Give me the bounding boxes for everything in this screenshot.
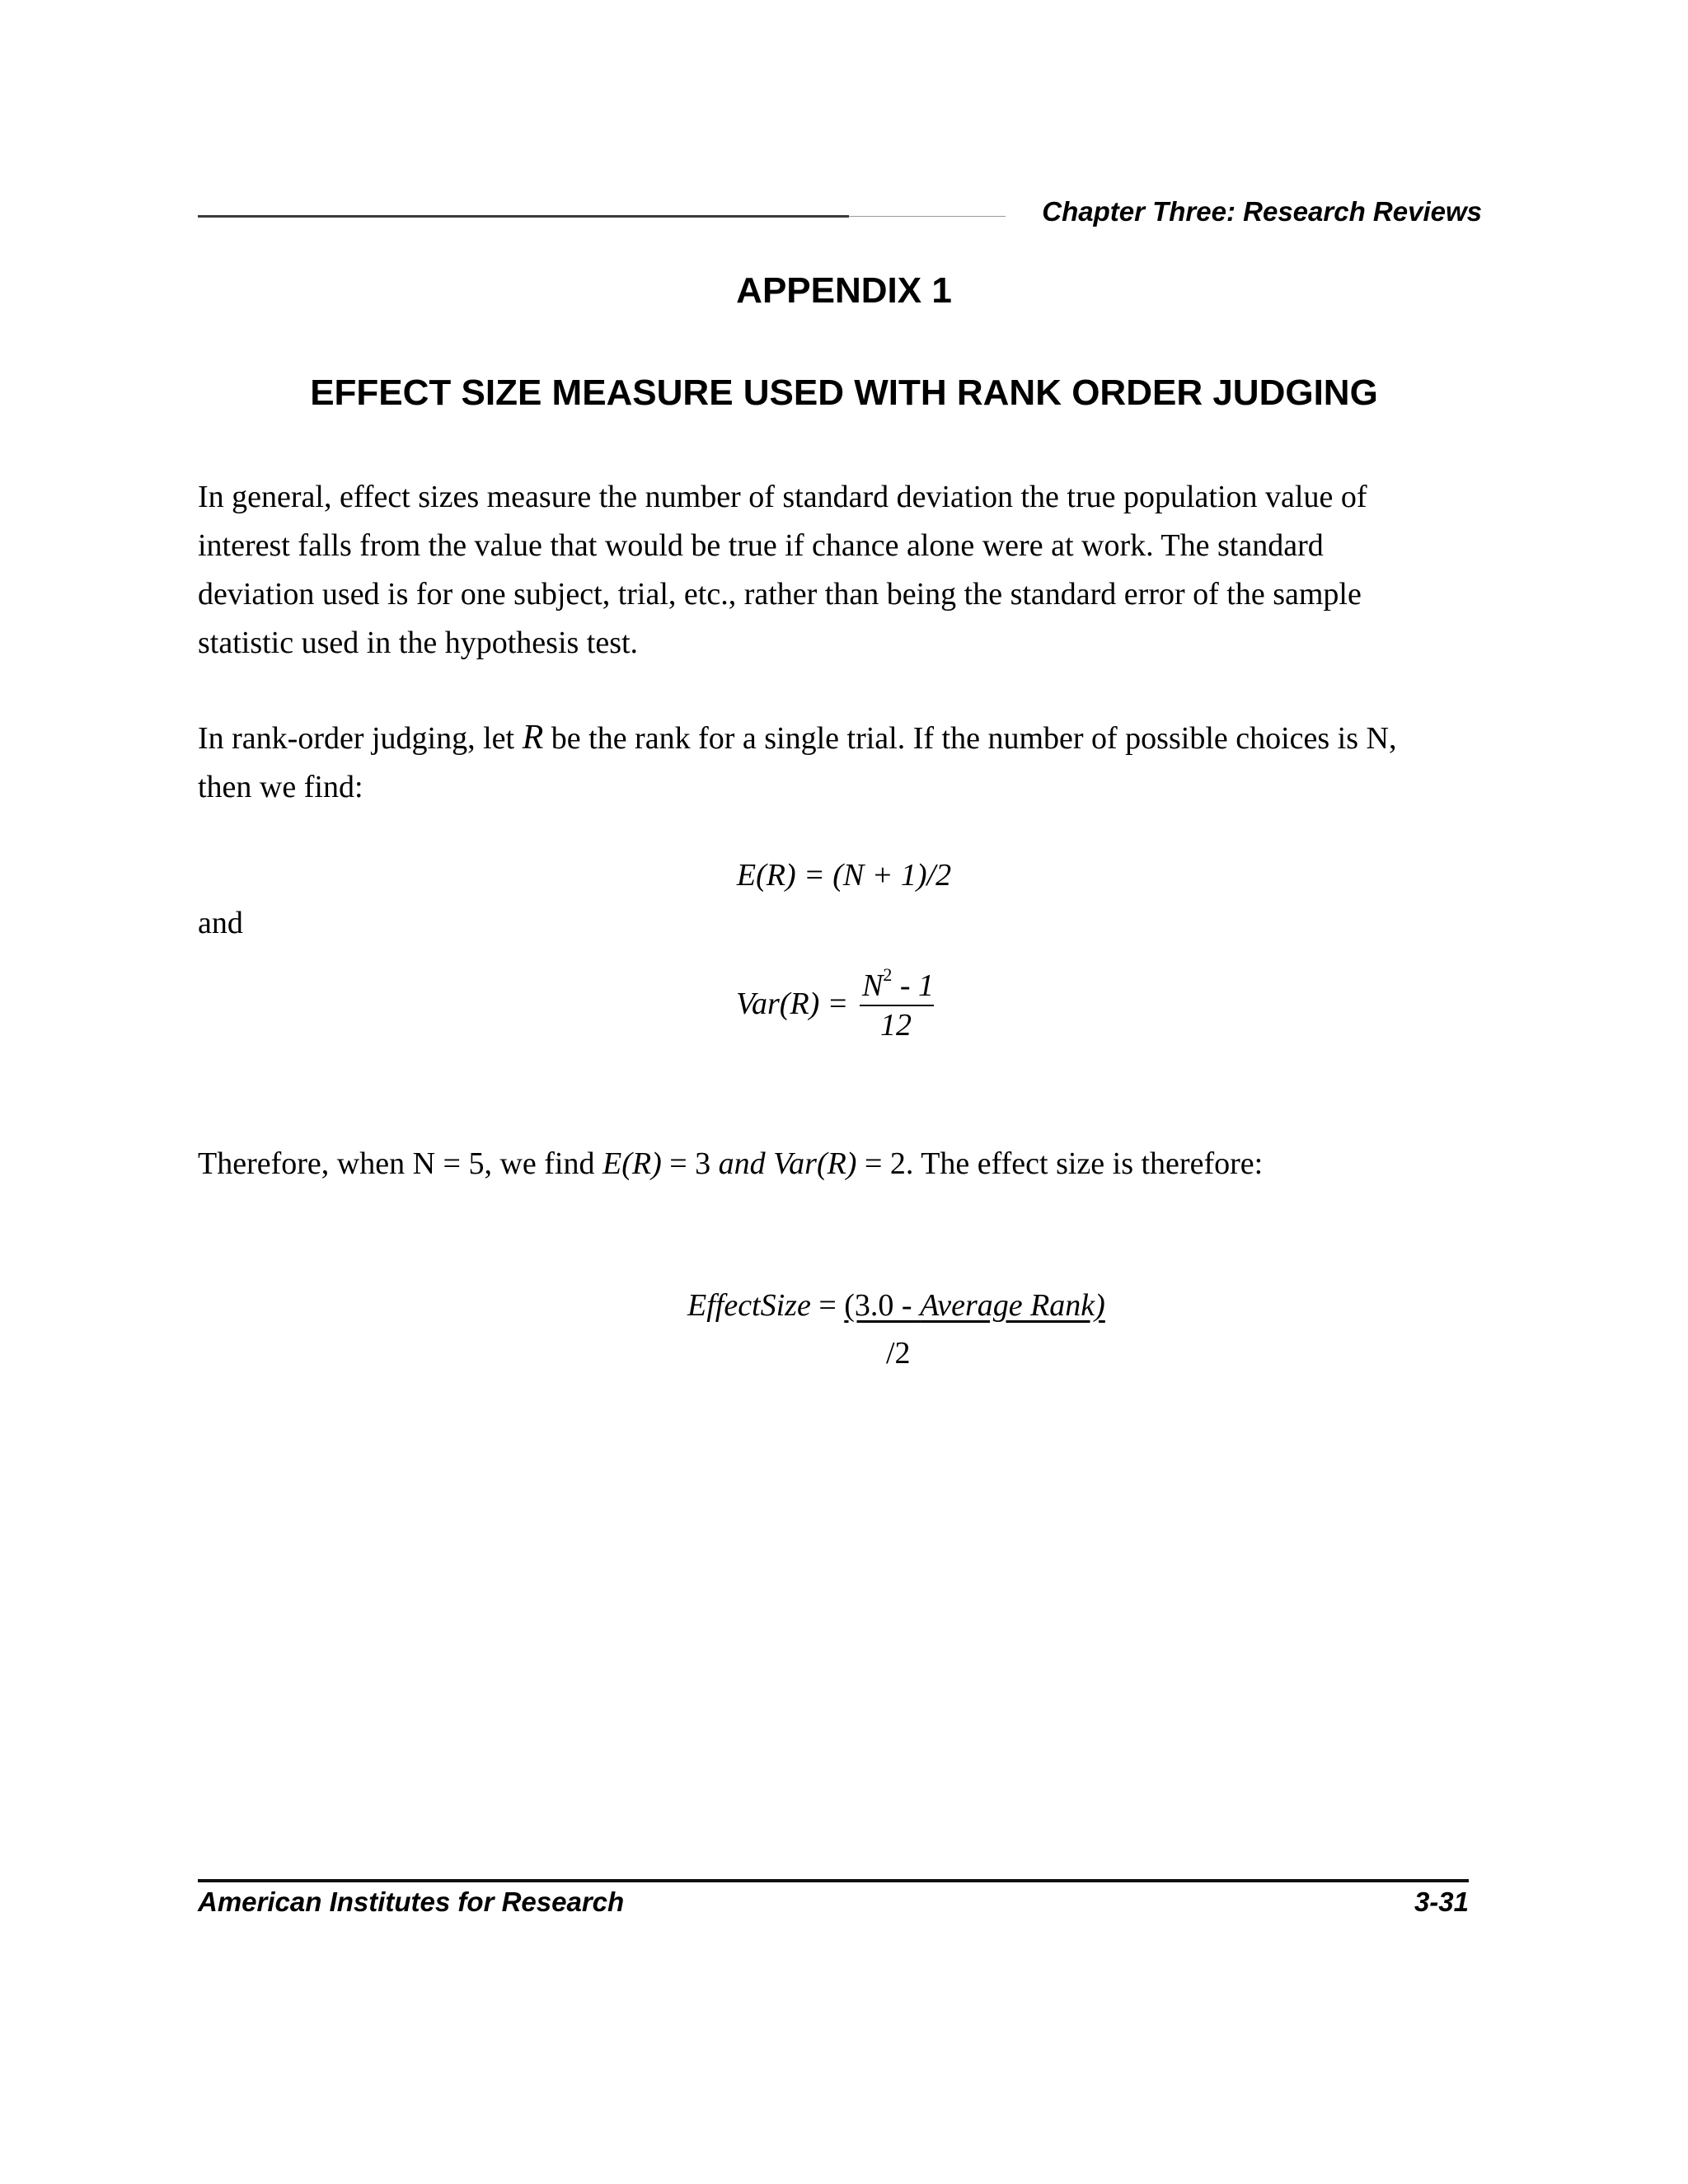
effect-size-numerator: [844, 1288, 1105, 1323]
expectation-term: E(R): [602, 1146, 662, 1181]
numerator-rest: - 1: [892, 968, 935, 1003]
appendix-title: APPENDIX 1: [736, 270, 952, 311]
paragraph-line: deviation used is for one subject, trial, etc., rather than being the standard error of the sample: [198, 577, 1362, 612]
fraction-bar: [860, 1005, 934, 1006]
header-rule: [198, 215, 849, 218]
page-number: 3-31: [1414, 1886, 1469, 1917]
text-run: = 3: [661, 1146, 719, 1181]
numerator-term: Average Rank): [920, 1288, 1105, 1323]
text-run: In rank-order judging, let: [198, 721, 523, 756]
paragraph-line: interest falls from the value that would be true if chance alone were at work. The standard: [198, 528, 1324, 563]
paragraph-therefore: [198, 1146, 1263, 1182]
section-title: EFFECT SIZE MEASURE USED WITH RANK ORDER JUDGING: [310, 373, 1378, 413]
numerator-open: (3.0 -: [844, 1288, 921, 1323]
text-run: be the rank for a single trial. If the number of possible choices is N,: [543, 721, 1397, 756]
variable-r: R: [522, 719, 544, 757]
equals-sign: =: [829, 987, 847, 1021]
paragraph-rank-order: [198, 714, 1500, 812]
paragraph-line: then we find:: [198, 770, 363, 804]
equals-sign: =: [810, 1288, 845, 1323]
paragraph-intro: [198, 473, 1484, 668]
variance-term: and Var(R): [718, 1146, 857, 1181]
fraction-numerator: [862, 964, 934, 1004]
equation-expectation: E(R) = (N + 1)/2: [736, 858, 952, 893]
footer-organization: American Institutes for Research: [198, 1886, 625, 1917]
connector-and: and: [198, 906, 243, 940]
numerator-base: N: [862, 968, 884, 1003]
paragraph-line: statistic used in the hypothesis test.: [198, 626, 639, 660]
running-head: Chapter Three: Research Reviews: [1042, 196, 1482, 227]
paragraph-line: In general, effect sizes measure the number of standard deviation the true population value of: [198, 480, 1367, 514]
effect-size-lhs: EffectSize: [687, 1288, 811, 1323]
equation-effect-size: [687, 1287, 1105, 1324]
footer-rule: [198, 1879, 1469, 1882]
numerator-exponent: 2: [883, 964, 893, 985]
variance-lhs: Var(R): [736, 987, 820, 1021]
header-rule-thin: [849, 216, 1006, 217]
effect-size-denominator: /2: [886, 1336, 911, 1371]
text-run: = 2. The effect size is therefore:: [856, 1146, 1264, 1181]
text-run: Therefore, when N = 5, we find: [198, 1146, 603, 1181]
fraction-denominator: 12: [880, 1008, 912, 1043]
paragraph-line: [198, 714, 1500, 763]
